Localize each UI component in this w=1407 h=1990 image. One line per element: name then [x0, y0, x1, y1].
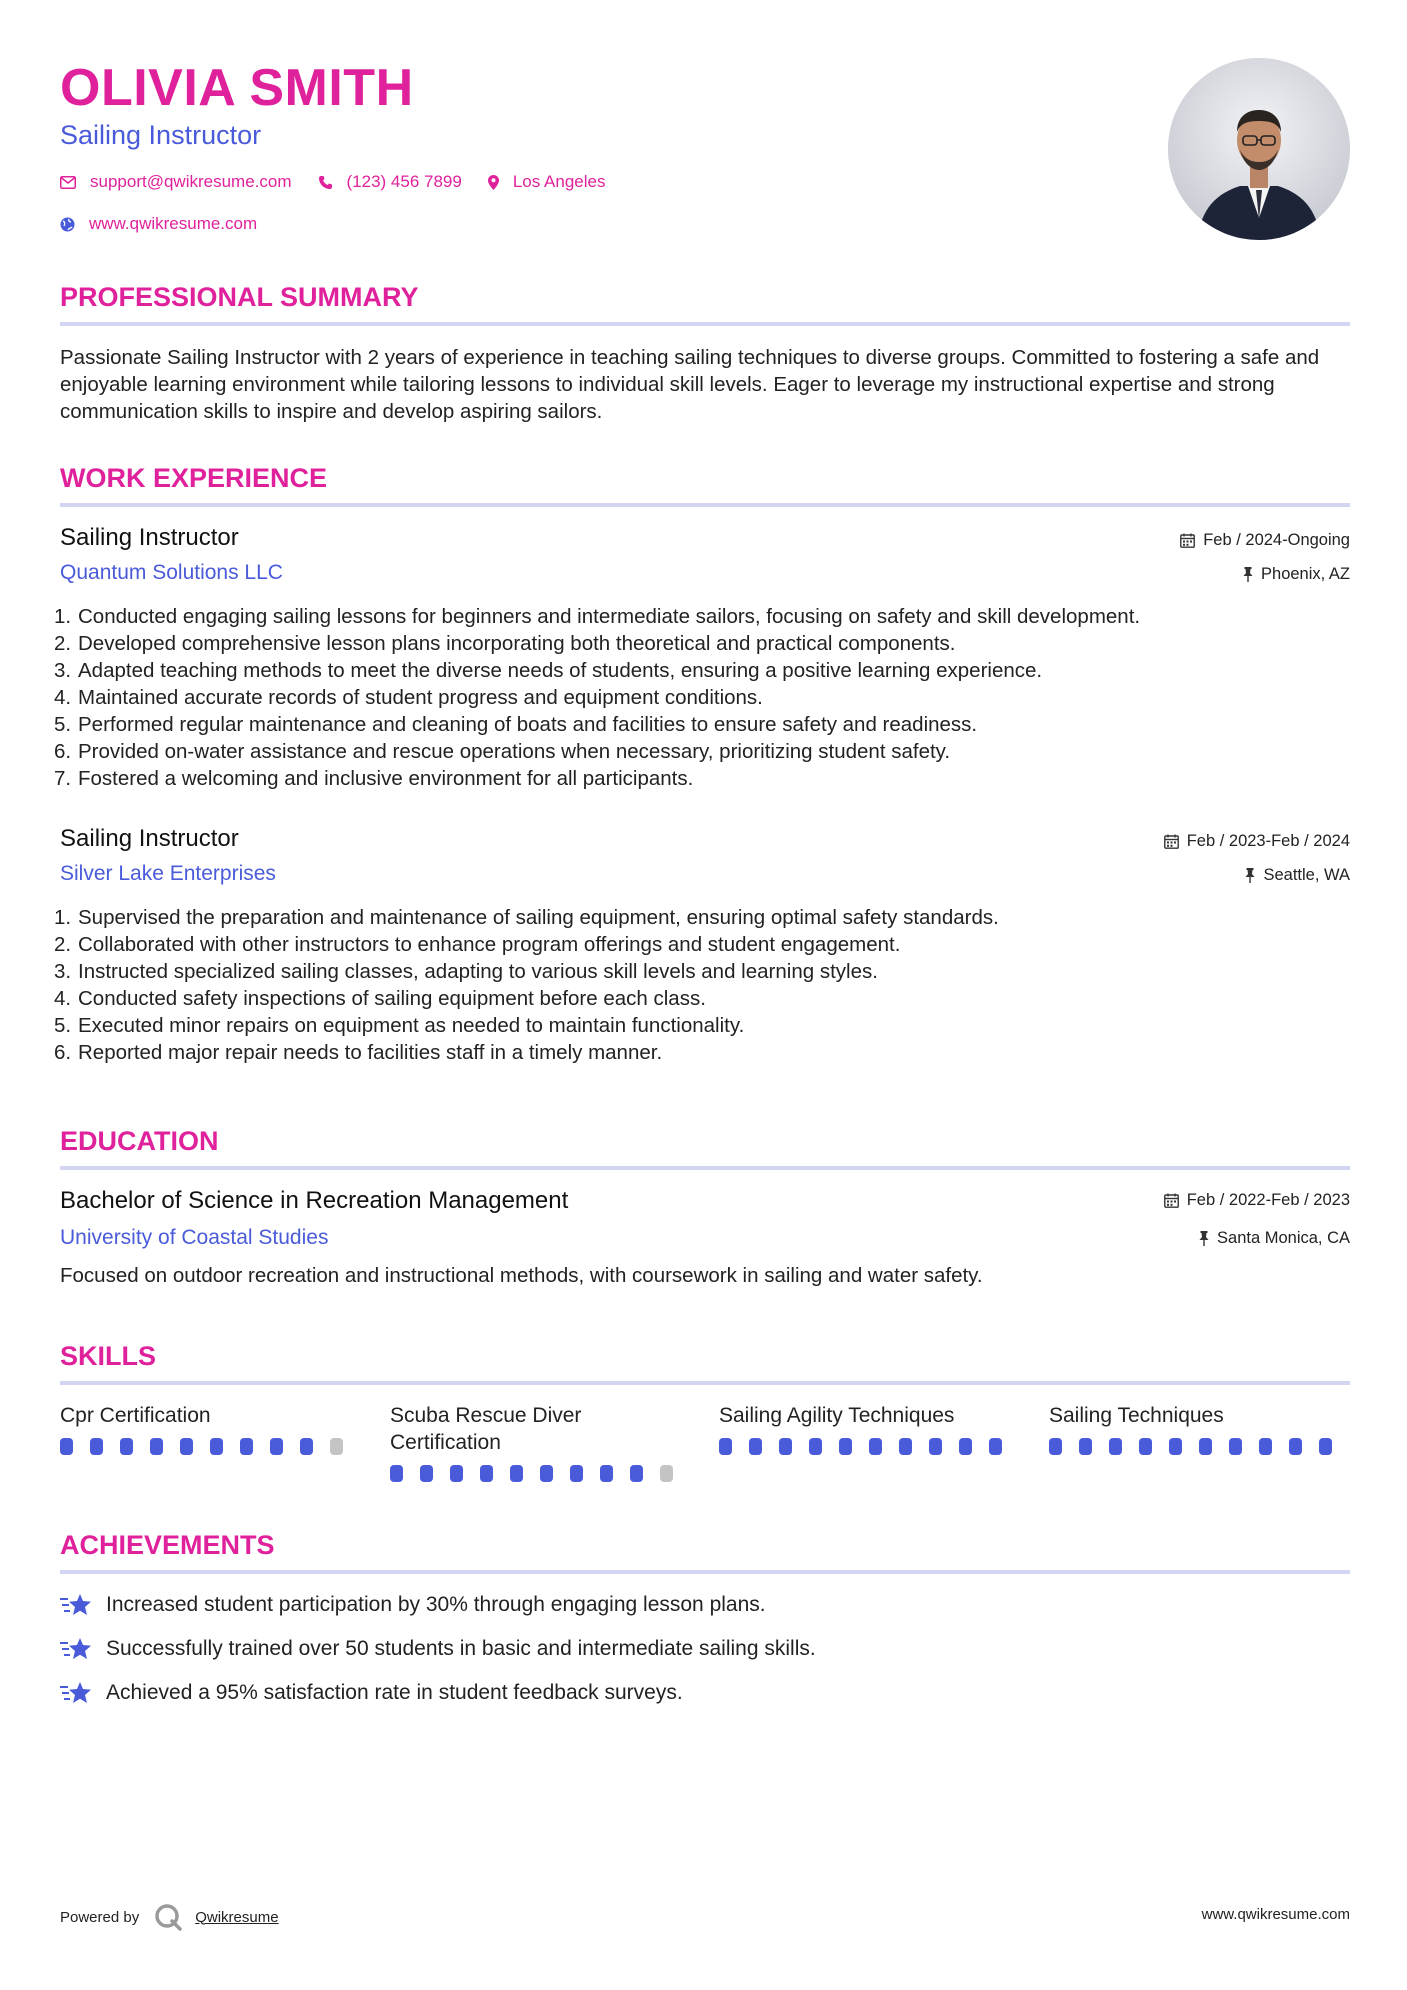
calendar-icon: [1180, 533, 1195, 548]
calendar-icon: [1164, 834, 1179, 849]
summary-heading: PROFESSIONAL SUMMARY: [60, 282, 419, 312]
education-dates: [1164, 1191, 1350, 1210]
job-location-text: Phoenix, AZ: [1261, 565, 1350, 583]
pushpin-icon: [1199, 1231, 1209, 1246]
skill-dot-filled: [869, 1438, 882, 1455]
job-dates: [1164, 832, 1350, 851]
achievement-text: Increased student participation by 30% through engaging lesson plans.: [106, 1593, 766, 1616]
list-item: 2. Collaborated with other instructors to enhance program offerings and student engagement.: [54, 933, 901, 956]
skill-dot-filled: [540, 1465, 553, 1482]
list-item: 4. Maintained accurate records of student progress and equipment conditions.: [54, 686, 763, 709]
section-divider: [60, 1166, 1350, 1170]
skill-dot-filled: [1079, 1438, 1092, 1455]
skill-dot-filled: [1109, 1438, 1122, 1455]
qwikresume-logo-icon: [153, 1902, 183, 1932]
skill-dot-filled: [300, 1438, 313, 1455]
summary-text: Passionate Sailing Instructor with 2 years of experience in teaching sailing techniques to diverse groups. Committed to fostering a safe and enjoyable learning environment while tailoring lessons to individual skill levels. Eager to leverage my instructional expertise and strong communication skills to inspire and develop aspiring sailors.: [60, 346, 1320, 423]
skill-dot-filled: [1139, 1438, 1152, 1455]
achievement-item: [60, 1681, 683, 1705]
profile-portrait-image: [1168, 58, 1350, 240]
skill-dot-filled: [899, 1438, 912, 1455]
skill-dot-filled: [959, 1438, 972, 1455]
job-location-text: Seattle, WA: [1263, 866, 1350, 884]
skill-dot-filled: [120, 1438, 133, 1455]
skill-dot-filled: [90, 1438, 103, 1455]
education-location: [1199, 1229, 1350, 1248]
contact-website[interactable]: [60, 214, 257, 234]
contact-phone[interactable]: [318, 172, 462, 192]
section-divider: [60, 1381, 1350, 1385]
job-location: [1243, 565, 1350, 584]
star-achievement-icon: [60, 1637, 92, 1661]
section-divider: [60, 1570, 1350, 1574]
skill-rating: [1049, 1438, 1349, 1455]
map-pin-icon: [488, 175, 499, 190]
skill-dot-filled: [1199, 1438, 1212, 1455]
skill-dot-filled: [630, 1465, 643, 1482]
job-bullets: [54, 904, 1354, 1066]
achievement-item: [60, 1593, 766, 1617]
skill-dot-filled: [180, 1438, 193, 1455]
list-item: 3. Adapted teaching methods to meet the diverse needs of students, ensuring a positive learning experience.: [54, 659, 1043, 682]
skill-dot-filled: [719, 1438, 732, 1455]
skills-heading: SKILLS: [60, 1341, 157, 1371]
skill-item: [390, 1402, 690, 1482]
list-item: 2. Developed comprehensive lesson plans incorporating both theoretical and practical components.: [54, 632, 956, 655]
globe-icon: [60, 217, 75, 232]
skill-dot-filled: [570, 1465, 583, 1482]
section-divider: [60, 503, 1350, 507]
education-heading: EDUCATION: [60, 1126, 219, 1156]
skill-name: Sailing Agility Techniques: [719, 1404, 955, 1427]
list-item: 4. Conducted safety inspections of sailing equipment before each class.: [54, 987, 706, 1010]
skill-dot-filled: [510, 1465, 523, 1482]
candidate-name: OLIVIA SMITH: [60, 59, 414, 117]
job-bullets: [54, 603, 1354, 792]
location-text: Los Angeles: [512, 172, 606, 191]
skill-dot-filled: [749, 1438, 762, 1455]
skill-rating: [60, 1438, 360, 1455]
skill-dot-filled: [420, 1465, 433, 1482]
candidate-title: Sailing Instructor: [60, 120, 262, 150]
degree-title: Bachelor of Science in Recreation Management: [60, 1187, 569, 1214]
skill-item: [60, 1402, 360, 1455]
achievement-item: [60, 1637, 816, 1661]
list-item: 3. Instructed specialized sailing classes, adapting to various skill levels and learning styles.: [54, 960, 878, 983]
job-dates-text: Feb / 2023-Feb / 2024: [1186, 832, 1350, 850]
footer-powered-by: [60, 1902, 279, 1932]
skill-dot-filled: [480, 1465, 493, 1482]
job-title: Sailing Instructor: [60, 825, 239, 852]
job-location: [1245, 866, 1350, 885]
skill-dot-filled: [1169, 1438, 1182, 1455]
company-name: Quantum Solutions LLC: [60, 561, 283, 584]
list-item: 7. Fostered a welcoming and inclusive environment for all participants.: [54, 767, 694, 790]
skill-dot-filled: [450, 1465, 463, 1482]
skill-dot-empty: [660, 1465, 673, 1482]
skill-rating: [390, 1465, 690, 1482]
envelope-icon: [60, 176, 76, 189]
skill-dot-filled: [210, 1438, 223, 1455]
achievement-text: Achieved a 95% satisfaction rate in student feedback surveys.: [106, 1681, 683, 1704]
calendar-icon: [1164, 1193, 1179, 1208]
company-name: Silver Lake Enterprises: [60, 862, 276, 885]
star-achievement-icon: [60, 1593, 92, 1617]
pushpin-icon: [1243, 567, 1253, 582]
school-name: University of Coastal Studies: [60, 1226, 329, 1249]
skill-dot-filled: [779, 1438, 792, 1455]
experience-heading: WORK EXPERIENCE: [60, 463, 328, 493]
skill-dot-filled: [240, 1438, 253, 1455]
job-dates-text: Feb / 2024-Ongoing: [1203, 531, 1350, 549]
skill-item: [719, 1402, 1019, 1455]
education-location-text: Santa Monica, CA: [1217, 1229, 1350, 1247]
skill-dot-filled: [1289, 1438, 1302, 1455]
list-item: 5. Performed regular maintenance and cleaning of boats and facilities to ensure safety and readiness.: [54, 713, 978, 736]
skill-dot-filled: [60, 1438, 73, 1455]
skill-dot-filled: [390, 1465, 403, 1482]
phone-text[interactable]: (123) 456 7899: [346, 172, 462, 191]
list-item: 5. Executed minor repairs on equipment as needed to maintain functionality.: [54, 1014, 745, 1037]
website-text[interactable]: www.qwikresume.com: [89, 214, 258, 233]
section-divider: [60, 322, 1350, 326]
star-achievement-icon: [60, 1681, 92, 1705]
list-item: 6. Provided on-water assistance and rescue operations when necessary, prioritizing student safety.: [54, 740, 951, 763]
skill-dot-filled: [1049, 1438, 1062, 1455]
skill-name: Cpr Certification: [60, 1404, 211, 1427]
list-item: 6. Reported major repair needs to facilities staff in a timely manner.: [54, 1041, 663, 1064]
powered-by-label: Powered by: [60, 1908, 140, 1926]
contact-row-website: [60, 214, 283, 234]
email-text[interactable]: support@qwikresume.com: [90, 172, 292, 191]
skill-dot-filled: [150, 1438, 163, 1455]
footer-website[interactable]: www.qwikresume.com: [1201, 1906, 1350, 1923]
job-title: Sailing Instructor: [60, 524, 239, 551]
list-item: 1. Supervised the preparation and maintenance of sailing equipment, ensuring optimal safety standards.: [54, 906, 999, 929]
job-dates: [1180, 531, 1350, 550]
contact-row: [60, 172, 631, 192]
contact-location: [488, 172, 606, 192]
education-dates-text: Feb / 2022-Feb / 2023: [1186, 1191, 1350, 1209]
profile-photo: [1168, 58, 1350, 240]
contact-email[interactable]: [60, 172, 292, 192]
skill-item: [1049, 1402, 1349, 1455]
skill-rating: [719, 1438, 1019, 1455]
skill-dot-filled: [1319, 1438, 1332, 1455]
skill-dot-filled: [1229, 1438, 1242, 1455]
achievement-text: Successfully trained over 50 students in basic and intermediate sailing skills.: [106, 1637, 816, 1660]
skill-dot-filled: [929, 1438, 942, 1455]
phone-icon: [318, 175, 333, 190]
achievements-heading: ACHIEVEMENTS: [60, 1530, 275, 1560]
skill-name: Sailing Techniques: [1049, 1404, 1224, 1427]
education-description: Focused on outdoor recreation and instructional methods, with coursework in sailing and water safety.: [60, 1264, 983, 1287]
skill-dot-filled: [600, 1465, 613, 1482]
qwikresume-link[interactable]: Qwikresume: [195, 1908, 279, 1926]
pushpin-icon: [1245, 868, 1255, 883]
skill-name: Scuba Rescue Diver Certification: [390, 1404, 582, 1454]
skill-dot-filled: [809, 1438, 822, 1455]
skill-dot-filled: [839, 1438, 852, 1455]
skill-dot-filled: [989, 1438, 1002, 1455]
skill-dot-filled: [1259, 1438, 1272, 1455]
list-item: 1. Conducted engaging sailing lessons for beginners and intermediate sailors, focusing on safety and skill development.: [54, 605, 1141, 628]
skill-dot-filled: [270, 1438, 283, 1455]
skill-dot-empty: [330, 1438, 343, 1455]
